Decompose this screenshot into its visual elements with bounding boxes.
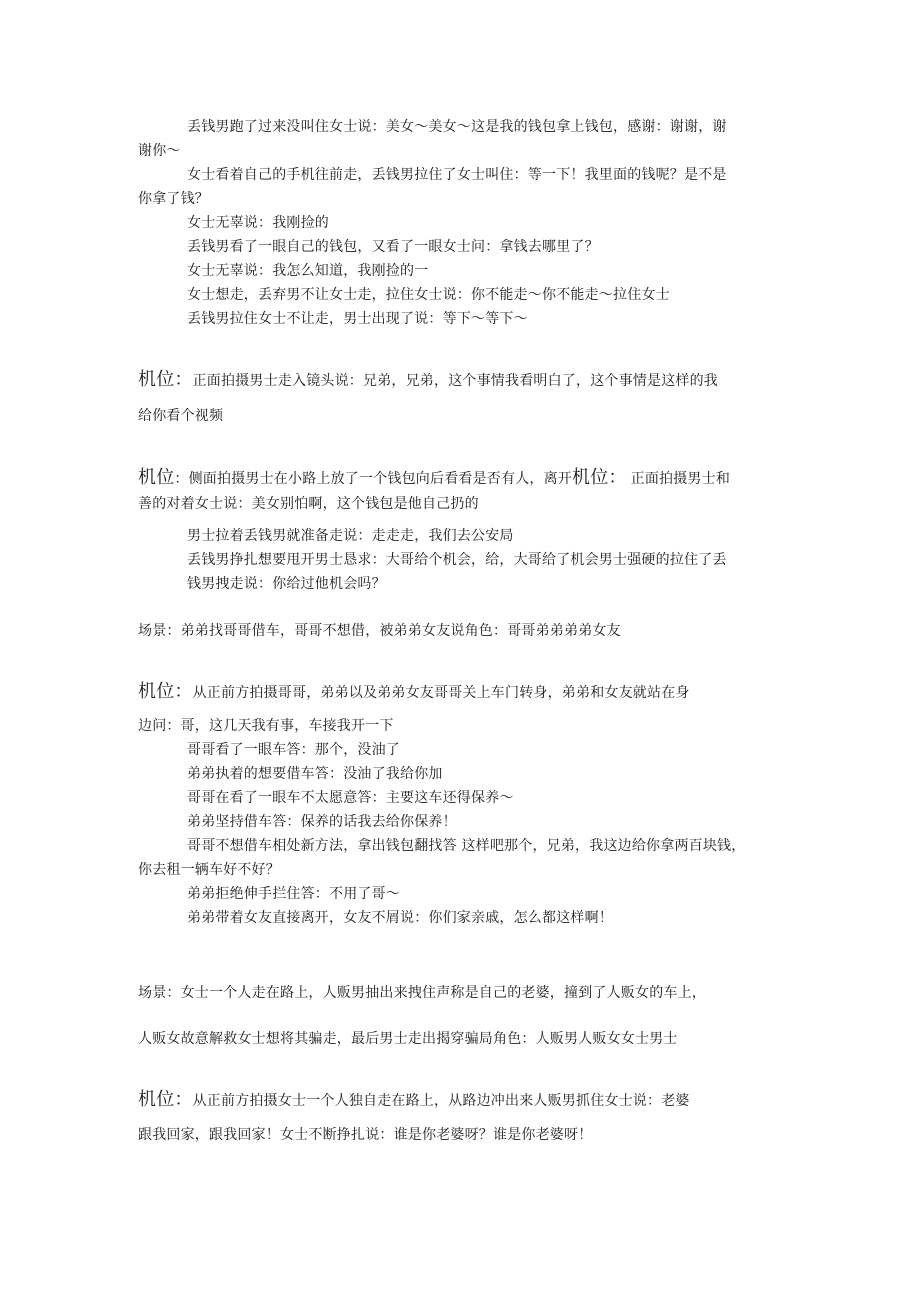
paragraph-line: 女士无辜说：我怎么知道，我刚捡的一 xyxy=(187,263,429,279)
camera-paragraph xyxy=(138,468,730,489)
camera-label: 机位： xyxy=(138,369,193,390)
paragraph-line: 弟弟坚持借车答：保养的话我去给你保养！ xyxy=(187,814,457,830)
paragraph-text: 从正前方拍摄哥哥，弟弟以及弟弟女友哥哥关上车门转身，弟弟和女友就站在身 xyxy=(192,685,690,701)
paragraph-line: 钱男拽走说：你给过他机会吗？ xyxy=(187,576,386,592)
camera-label: 机位： xyxy=(138,1089,193,1110)
paragraph-text: ：侧面拍摄男士在小路上放了一个钱包向后看看是否有人，离开 xyxy=(174,471,573,487)
paragraph-line: 边问：哥，这几天我有事，车接我开一下 xyxy=(138,718,394,734)
paragraph-line: 你去租一辆车好不好？ xyxy=(138,862,280,878)
scene-paragraph: 场景：女士一个人走在路上，人贩男抽出来拽住声称是自己的老婆，撞到了人贩女的车上， xyxy=(138,985,706,1001)
paragraph-text: 从正前方拍摄女士一个人独自走在路上，从路边冲出来人贩男抓住女士说：老婆 xyxy=(192,1093,690,1109)
camera-paragraph xyxy=(138,1090,690,1111)
paragraph-line: 女士想走，丢弃男不让女士走，拉住女士说：你不能走～你不能走～拉住女士 xyxy=(187,287,670,303)
paragraph-line: 丢钱男挣扎想要甩开男士恳求：大哥给个机会，给，大哥给了机会男士强硬的拉住了丢 xyxy=(187,552,727,568)
camera-paragraph xyxy=(138,682,690,703)
paragraph-line: 丢钱男拉住女士不让走，男士出现了说：等下～等下～ xyxy=(187,311,528,327)
paragraph-line: 哥哥看了一眼车答：那个，没油了 xyxy=(187,742,400,758)
paragraph-line: 弟弟拒绝伸手拦住答：不用了哥～ xyxy=(187,886,400,902)
paragraph-line: 女士看着自己的手机往前走，丢钱男拉住了女士叫住：等一下！我里面的钱呢？是不是 xyxy=(187,167,727,183)
paragraph-line: 丢钱男看了一眼自己的钱包，又看了一眼女士问：拿钱去哪里了？ xyxy=(187,239,599,255)
paragraph-text: 正面拍摄男士和 xyxy=(630,471,731,487)
paragraph-line: 哥哥在看了一眼车不太愿意答：主要这车还得保养～ xyxy=(187,790,514,806)
camera-paragraph xyxy=(138,370,718,391)
paragraph-line: 弟弟执着的想要借车答：没油了我给你加 xyxy=(187,766,443,782)
paragraph-line: 女士无辜说：我刚捡的 xyxy=(187,215,329,231)
camera-label: 机位： xyxy=(572,467,627,488)
scene-paragraph: 场景：弟弟找哥哥借车，哥哥不想借，被弟弟女友说角色：哥哥弟弟弟弟女友 xyxy=(138,623,621,639)
paragraph-line: 哥哥不想借车相处新方法，拿出钱包翻找答 这样吧那个，兄弟，我这边给你拿两百块钱， xyxy=(187,838,746,854)
paragraph-line: 男士拉着丢钱男就准备走说：走走走，我们去公安局 xyxy=(187,528,514,544)
camera-label: 机位： xyxy=(138,681,193,702)
paragraph-line: 跟我回家，跟我回家！女士不断挣扎说：谁是你老婆呀？谁是你老婆呀！ xyxy=(138,1127,593,1143)
paragraph-line: 善的对着女士说：美女别怕啊，这个钱包是他自己扔的 xyxy=(138,496,479,512)
paragraph-line: 你拿了钱？ xyxy=(138,191,209,207)
paragraph-line: 谢你～ xyxy=(138,143,181,159)
scene-paragraph: 人贩女故意解救女士想将其骗走，最后男士走出揭穿骗局角色：人贩男人贩女女士男士 xyxy=(138,1031,678,1047)
paragraph-line: 弟弟带着女友直接离开，女友不屑说：你们家亲戚，怎么都这样啊！ xyxy=(187,910,613,926)
paragraph-line: 给你看个视频 xyxy=(138,408,224,424)
paragraph-line: 丢钱男跑了过来没叫住女士说：美女～美女～这是我的钱包拿上钱包，感谢：谢谢，谢 xyxy=(187,119,727,135)
paragraph-text: 正面拍摄男士走入镜头说：兄弟，兄弟，这个事情我看明白了，这个事情是这样的我 xyxy=(192,373,719,389)
camera-label: 机位 xyxy=(138,467,175,488)
